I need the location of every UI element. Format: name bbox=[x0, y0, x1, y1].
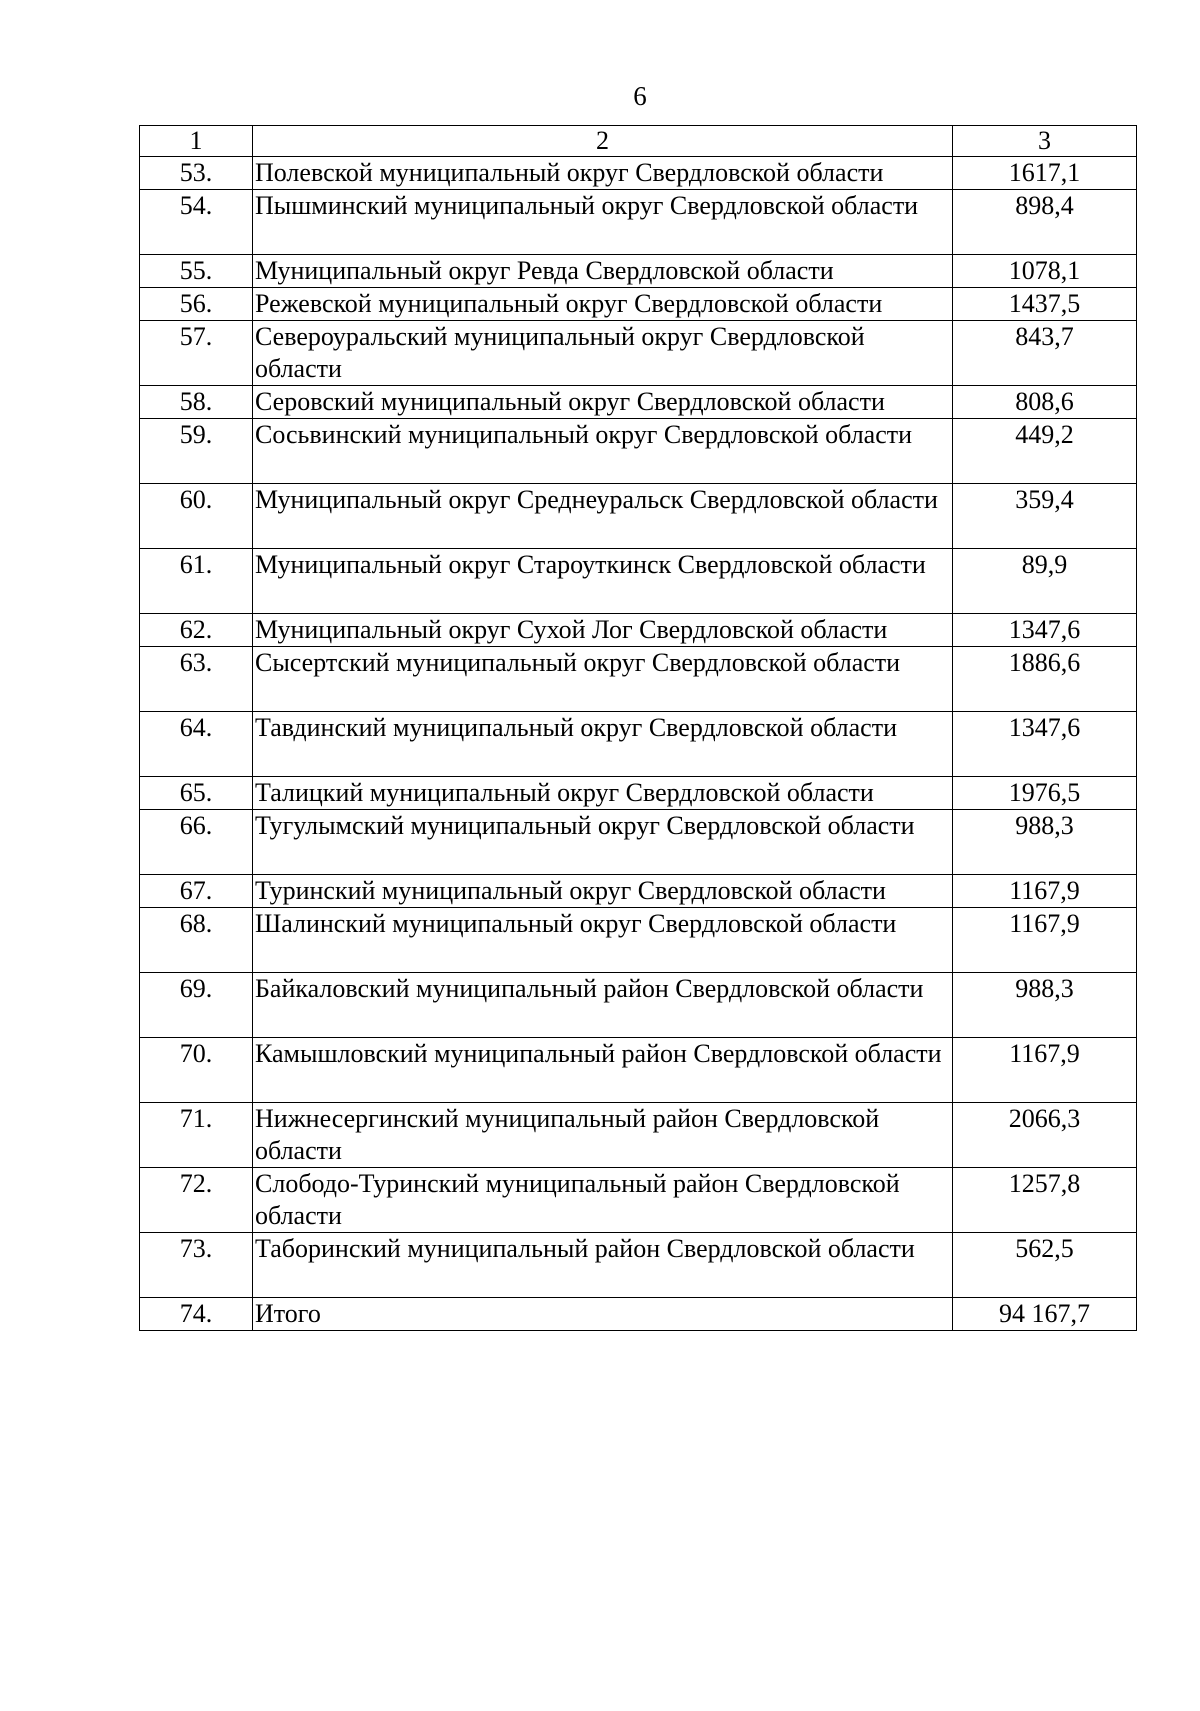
table-row bbox=[140, 549, 1137, 614]
header-cell-2: 2 bbox=[253, 126, 953, 157]
table-row bbox=[140, 1233, 1137, 1298]
amount-value: 1976,5 bbox=[953, 777, 1137, 810]
table-row bbox=[140, 1038, 1137, 1103]
amount-value: 843,7 bbox=[953, 321, 1137, 386]
row-number: 60. bbox=[140, 484, 253, 549]
amount-value: 1167,9 bbox=[953, 875, 1137, 908]
table-row bbox=[140, 875, 1137, 908]
total-label: Итого bbox=[253, 1298, 953, 1331]
row-number: 58. bbox=[140, 386, 253, 419]
table-row bbox=[140, 386, 1137, 419]
header-cell-3: 3 bbox=[953, 126, 1137, 157]
amount-value: 1886,6 bbox=[953, 647, 1137, 712]
amount-value: 1167,9 bbox=[953, 908, 1137, 973]
amount-value: 2066,3 bbox=[953, 1103, 1137, 1168]
row-number: 56. bbox=[140, 288, 253, 321]
table-row bbox=[140, 484, 1137, 549]
amount-value: 1257,8 bbox=[953, 1168, 1137, 1233]
table-row bbox=[140, 908, 1137, 973]
municipality-name: Пышминский муниципальный округ Свердловской области bbox=[253, 190, 953, 255]
row-number: 66. bbox=[140, 810, 253, 875]
row-number: 63. bbox=[140, 647, 253, 712]
municipality-name: Слободо-Туринский муниципальный район Свердловской области bbox=[253, 1168, 953, 1233]
row-number: 62. bbox=[140, 614, 253, 647]
municipality-name: Шалинский муниципальный округ Свердловской области bbox=[253, 908, 953, 973]
municipality-name: Муниципальный округ Староуткинск Свердловской области bbox=[253, 549, 953, 614]
amount-value: 449,2 bbox=[953, 419, 1137, 484]
row-number: 65. bbox=[140, 777, 253, 810]
municipality-name: Североуральский муниципальный округ Свердловской области bbox=[253, 321, 953, 386]
table-row bbox=[140, 647, 1137, 712]
municipality-name: Камышловский муниципальный район Свердловской области bbox=[253, 1038, 953, 1103]
row-number: 57. bbox=[140, 321, 253, 386]
municipality-name: Серовский муниципальный округ Свердловской области bbox=[253, 386, 953, 419]
table-row bbox=[140, 614, 1137, 647]
table-row bbox=[140, 973, 1137, 1038]
municipality-name: Таборинский муниципальный район Свердловской области bbox=[253, 1233, 953, 1298]
municipality-name: Нижнесергинский муниципальный район Свердловской области bbox=[253, 1103, 953, 1168]
amount-value: 1437,5 bbox=[953, 288, 1137, 321]
row-number: 70. bbox=[140, 1038, 253, 1103]
table-row bbox=[140, 419, 1137, 484]
row-number: 72. bbox=[140, 1168, 253, 1233]
row-number: 68. bbox=[140, 908, 253, 973]
municipality-name: Тавдинский муниципальный округ Свердловской области bbox=[253, 712, 953, 777]
amount-value: 359,4 bbox=[953, 484, 1137, 549]
row-number: 61. bbox=[140, 549, 253, 614]
table-row bbox=[140, 255, 1137, 288]
municipality-name: Сысертский муниципальный округ Свердловской области bbox=[253, 647, 953, 712]
amount-value: 898,4 bbox=[953, 190, 1137, 255]
allocation-table bbox=[139, 125, 1137, 1331]
municipality-name: Байкаловский муниципальный район Свердловской области bbox=[253, 973, 953, 1038]
row-number: 73. bbox=[140, 1233, 253, 1298]
table-row bbox=[140, 712, 1137, 777]
row-number: 59. bbox=[140, 419, 253, 484]
municipality-name: Муниципальный округ Среднеуральск Свердловской области bbox=[253, 484, 953, 549]
amount-value: 1167,9 bbox=[953, 1038, 1137, 1103]
table-row bbox=[140, 190, 1137, 255]
amount-value: 988,3 bbox=[953, 810, 1137, 875]
municipality-name: Сосьвинский муниципальный округ Свердловской области bbox=[253, 419, 953, 484]
row-number: 74. bbox=[140, 1298, 253, 1331]
table-header-row bbox=[140, 126, 1137, 157]
row-number: 71. bbox=[140, 1103, 253, 1168]
amount-value: 1347,6 bbox=[953, 614, 1137, 647]
amount-value: 808,6 bbox=[953, 386, 1137, 419]
table-row bbox=[140, 777, 1137, 810]
municipality-name: Муниципальный округ Сухой Лог Свердловской области bbox=[253, 614, 953, 647]
total-row bbox=[140, 1298, 1137, 1331]
amount-value: 89,9 bbox=[953, 549, 1137, 614]
municipality-name: Муниципальный округ Ревда Свердловской области bbox=[253, 255, 953, 288]
table-row bbox=[140, 1103, 1137, 1168]
row-number: 53. bbox=[140, 157, 253, 190]
amount-value: 562,5 bbox=[953, 1233, 1137, 1298]
row-number: 67. bbox=[140, 875, 253, 908]
amount-value: 1078,1 bbox=[953, 255, 1137, 288]
municipality-name: Туринский муниципальный округ Свердловской области bbox=[253, 875, 953, 908]
table-row bbox=[140, 157, 1137, 190]
row-number: 54. bbox=[140, 190, 253, 255]
total-value: 94 167,7 bbox=[953, 1298, 1137, 1331]
amount-value: 1347,6 bbox=[953, 712, 1137, 777]
row-number: 64. bbox=[140, 712, 253, 777]
municipality-name: Полевской муниципальный округ Свердловской области bbox=[253, 157, 953, 190]
row-number: 69. bbox=[140, 973, 253, 1038]
page-number: 6 bbox=[633, 81, 647, 111]
header-cell-1: 1 bbox=[140, 126, 253, 157]
municipality-name: Режевской муниципальный округ Свердловской области bbox=[253, 288, 953, 321]
amount-value: 1617,1 bbox=[953, 157, 1137, 190]
amount-value: 988,3 bbox=[953, 973, 1137, 1038]
table-row bbox=[140, 1168, 1137, 1233]
municipality-name: Тугулымский муниципальный округ Свердловской области bbox=[253, 810, 953, 875]
table-row bbox=[140, 321, 1137, 386]
municipality-name: Талицкий муниципальный округ Свердловской области bbox=[253, 777, 953, 810]
table-row bbox=[140, 810, 1137, 875]
table-row bbox=[140, 288, 1137, 321]
row-number: 55. bbox=[140, 255, 253, 288]
